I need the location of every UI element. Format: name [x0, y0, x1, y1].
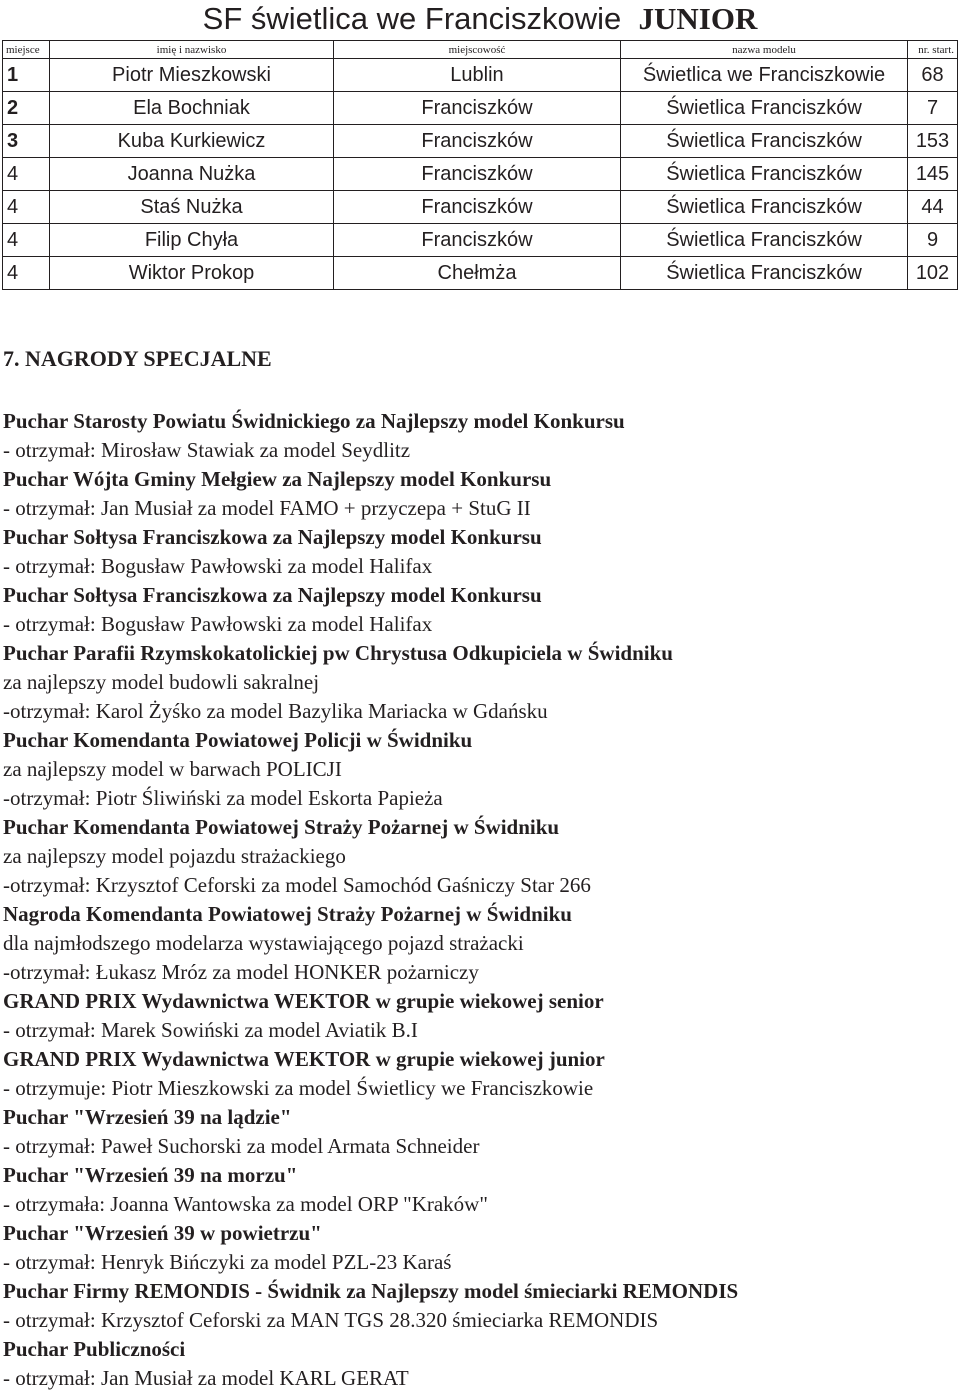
table-row — [3, 158, 958, 191]
results-table — [2, 40, 958, 290]
model-cell: Świetlica we Franciszkowie — [621, 59, 908, 92]
start-number-cell: 153 — [908, 125, 958, 158]
award-detail: za najlepszy model w barwach POLICJI — [3, 757, 342, 781]
model-cell: Świetlica Franciszków — [621, 191, 908, 224]
award-title: Puchar Wójta Gminy Mełgiew za Najlepszy model Konkursu — [3, 467, 552, 491]
table-header-row — [3, 41, 958, 59]
award-detail: - otrzymał: Marek Sowiński za model Aviatik B.I — [3, 1018, 418, 1042]
award-title: GRAND PRIX Wydawnictwa WEKTOR w grupie wiekowej senior — [3, 989, 604, 1013]
name-cell: Piotr Mieszkowski — [50, 59, 334, 92]
page-title-main: SF świetlica we Franciszkowie — [202, 1, 622, 36]
award-detail: -otrzymał: Piotr Śliwiński za model Eskorta Papieża — [3, 786, 443, 810]
name-cell: Staś Nużka — [50, 191, 334, 224]
award-title: Puchar Publiczności — [3, 1337, 186, 1361]
award-detail: za najlepszy model budowli sakralnej — [3, 670, 320, 694]
award-detail: - otrzymał: Henryk Bińczyki za model PZL-23 Karaś — [3, 1250, 452, 1274]
page-title-category: JUNIOR — [638, 1, 758, 36]
town-cell: Chełmża — [334, 257, 621, 290]
table-row — [3, 92, 958, 125]
place-cell: 4 — [3, 224, 50, 257]
section-title: 7. NAGRODY SPECJALNE — [3, 346, 272, 371]
place-cell: 4 — [3, 158, 50, 191]
column-header-town: miejscowość — [334, 41, 621, 59]
award-title: Puchar Parafii Rzymskokatolickiej pw Chrystusa Odkupiciela w Świdniku — [3, 641, 673, 665]
name-cell: Ela Bochniak — [50, 92, 334, 125]
award-title: GRAND PRIX Wydawnictwa WEKTOR w grupie wiekowej junior — [3, 1047, 605, 1071]
town-cell: Franciszków — [334, 224, 621, 257]
town-cell: Franciszków — [334, 158, 621, 191]
award-detail: -otrzymał: Krzysztof Ceforski za model Samochód Gaśniczy Star 266 — [3, 873, 591, 897]
start-number-cell: 68 — [908, 59, 958, 92]
town-cell: Lublin — [334, 59, 621, 92]
award-detail: - otrzymał: Mirosław Stawiak za model Seydlitz — [3, 438, 411, 462]
award-detail: -otrzymał: Łukasz Mróz za model HONKER pożarniczy — [3, 960, 479, 984]
award-detail: -otrzymał: Karol Żyśko za model Bazylika Mariacka w Gdańsku — [3, 699, 548, 723]
model-cell: Świetlica Franciszków — [621, 125, 908, 158]
award-detail: - otrzymał: Jan Musiał za model FAMO + przyczepa + StuG II — [3, 496, 531, 520]
town-cell: Franciszków — [334, 191, 621, 224]
place-cell: 4 — [3, 191, 50, 224]
award-detail: - otrzymał: Krzysztof Ceforski za MAN TGS 28.320 śmieciarka REMONDIS — [3, 1308, 659, 1332]
award-title: Nagroda Komendanta Powiatowej Straży Pożarnej w Świdniku — [3, 902, 572, 926]
name-cell: Filip Chyła — [50, 224, 334, 257]
award-title: Puchar Komendanta Powiatowej Straży Pożarnej w Świdniku — [3, 815, 560, 839]
place-cell: 1 — [3, 59, 50, 92]
column-header-start-number: nr. start. — [908, 41, 958, 59]
column-header-place: miejsce — [3, 41, 50, 59]
town-cell: Franciszków — [334, 125, 621, 158]
table-row — [3, 125, 958, 158]
award-title: Puchar "Wrzesień 39 na morzu" — [3, 1163, 298, 1187]
model-cell: Świetlica Franciszków — [621, 158, 908, 191]
award-title: Puchar "Wrzesień 39 na lądzie" — [3, 1105, 292, 1129]
name-cell: Wiktor Prokop — [50, 257, 334, 290]
table-row — [3, 191, 958, 224]
column-header-model: nazwa modelu — [621, 41, 908, 59]
award-detail: - otrzymał: Bogusław Pawłowski za model Halifax — [3, 554, 433, 578]
model-cell: Świetlica Franciszków — [621, 92, 908, 125]
start-number-cell: 9 — [908, 224, 958, 257]
start-number-cell: 145 — [908, 158, 958, 191]
awards-list — [3, 407, 958, 1393]
table-row — [3, 257, 958, 290]
award-detail: za najlepszy model pojazdu strażackiego — [3, 844, 346, 868]
place-cell: 3 — [3, 125, 50, 158]
award-title: Puchar Sołtysa Franciszkowa za Najlepszy model Konkursu — [3, 583, 542, 607]
award-title: Puchar "Wrzesień 39 w powietrzu" — [3, 1221, 322, 1245]
name-cell: Joanna Nużka — [50, 158, 334, 191]
start-number-cell: 7 — [908, 92, 958, 125]
place-cell: 2 — [3, 92, 50, 125]
start-number-cell: 102 — [908, 257, 958, 290]
place-cell: 4 — [3, 257, 50, 290]
award-title: Puchar Firmy REMONDIS - Świdnik za Najlepszy model śmieciarki REMONDIS — [3, 1279, 739, 1303]
award-title: Puchar Sołtysa Franciszkowa za Najlepszy model Konkursu — [3, 525, 542, 549]
award-detail: - otrzymała: Joanna Wantowska za model ORP "Kraków" — [3, 1192, 488, 1216]
award-detail: - otrzymał: Paweł Suchorski za model Armata Schneider — [3, 1134, 480, 1158]
table-row — [3, 59, 958, 92]
start-number-cell: 44 — [908, 191, 958, 224]
column-header-name: imię i nazwisko — [50, 41, 334, 59]
award-detail: - otrzymał: Jan Musiał za model KARL GERAT — [3, 1366, 409, 1390]
page-title — [0, 0, 960, 40]
name-cell: Kuba Kurkiewicz — [50, 125, 334, 158]
award-detail: dla najmłodszego modelarza wystawiającego pojazd strażacki — [3, 931, 524, 955]
award-title: Puchar Starosty Powiatu Świdnickiego za Najlepszy model Konkursu — [3, 409, 625, 433]
town-cell: Franciszków — [334, 92, 621, 125]
award-detail: - otrzymuje: Piotr Mieszkowski za model Świetlicy we Franciszkowie — [3, 1076, 594, 1100]
model-cell: Świetlica Franciszków — [621, 257, 908, 290]
model-cell: Świetlica Franciszków — [621, 224, 908, 257]
table-row — [3, 224, 958, 257]
award-title: Puchar Komendanta Powiatowej Policji w Świdniku — [3, 728, 473, 752]
award-detail: - otrzymał: Bogusław Pawłowski za model Halifax — [3, 612, 433, 636]
